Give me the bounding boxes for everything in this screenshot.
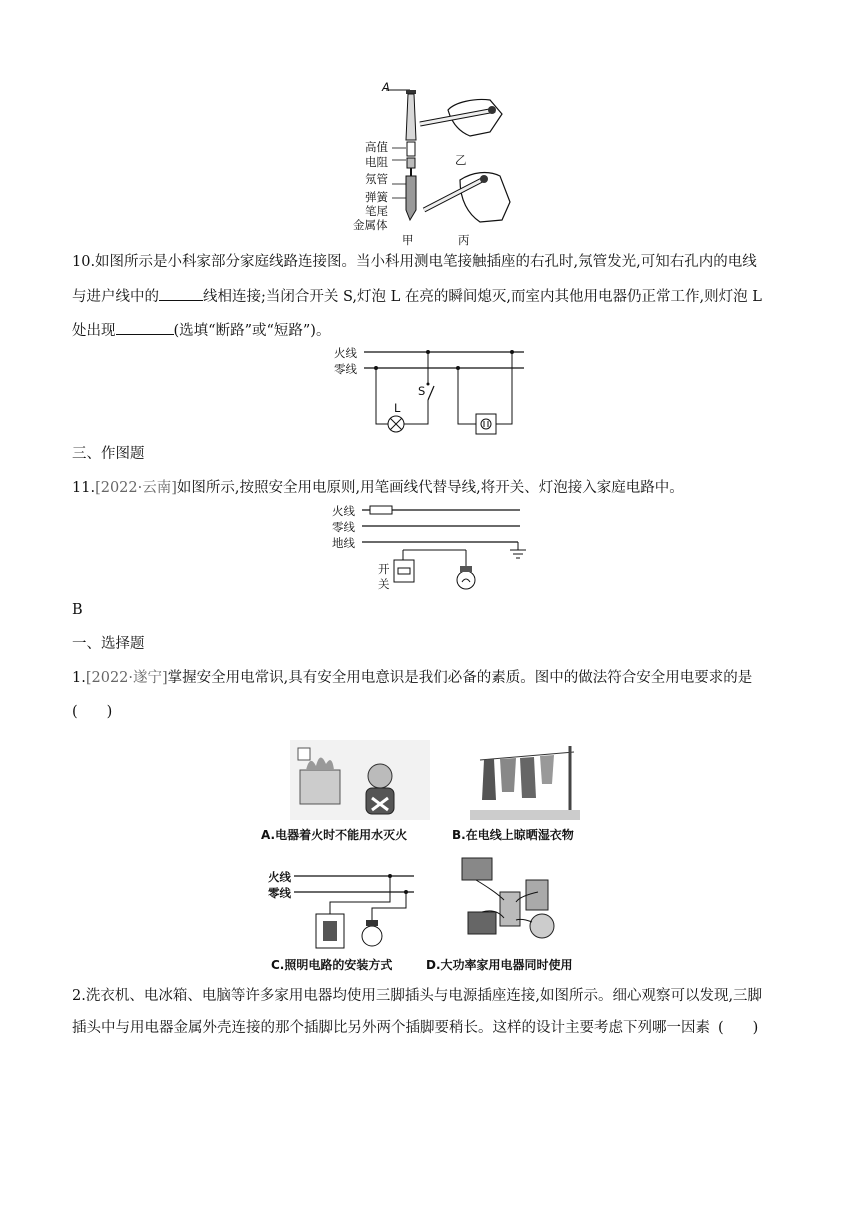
q10-line-2b: 线相连接;当闭合开关 S,灯泡 L 在亮的瞬间熄灭,而室内其他用电器仍正常工作,则灯泡 L <box>203 289 762 305</box>
q10-line-3a: 处出现 <box>72 323 116 339</box>
pen-resistor <box>407 142 415 156</box>
q2-line-2-text: 插头中与用电器金属外壳连接的那个插脚比另外两个插脚要稍长。这样的设计主要考虑下列哪一因素 <box>72 1020 710 1036</box>
q10-line-2 <box>72 286 762 307</box>
q1-option-b[interactable]: B.在电线上晾晒湿衣物 <box>452 828 574 842</box>
appliance-on-fire <box>300 770 340 804</box>
section-1-heading: 一、选择题 <box>72 636 145 652</box>
q1-stem <box>72 668 752 688</box>
caption-bing: 丙 <box>458 233 470 247</box>
q10-label-S: S <box>418 384 426 398</box>
pen-label-tail-1: 笔尾 <box>365 204 388 218</box>
pen-label-neon: 氖管 <box>365 172 388 186</box>
hanging-clothes <box>482 759 496 800</box>
q10-circuit-figure <box>334 340 534 440</box>
q1-option-a[interactable]: A.电器着火时不能用水灭火 <box>261 828 408 842</box>
c-bulb <box>362 926 382 946</box>
q11-stem <box>72 478 684 498</box>
pen-lower-body <box>406 176 416 220</box>
q1-option-a-illustration <box>290 740 430 820</box>
q1-text: 掌握安全用电常识,具有安全用电意识是我们必备的素质。图中的做法符合安全用电要求的是 <box>167 670 753 686</box>
q11-source: [2022·云南] <box>95 480 177 496</box>
pen-upper-body <box>406 94 416 140</box>
q1-c-label-live: 火线 <box>268 870 291 884</box>
wall-socket <box>298 748 310 760</box>
q11-prefix: 11. <box>72 480 96 496</box>
hand-yi <box>420 99 502 136</box>
q11-label-live: 火线 <box>332 504 355 518</box>
section-3-heading: 三、作图题 <box>72 446 145 462</box>
q10-line-1: 10.如图所示是小科家部分家庭线路连接图。当小科用测电笔接触插座的右孔时,氖管发光,可知右孔内的电线 <box>72 254 757 270</box>
pen-label-a: A <box>382 80 390 94</box>
q10-blank-2[interactable] <box>116 320 174 335</box>
q2-line-2 <box>72 1018 758 1038</box>
q11-label-switch-1: 开 <box>378 562 390 576</box>
caption-yi: 乙 <box>455 153 467 167</box>
q1-option-b-illustration <box>470 740 580 820</box>
q11-label-neutral: 零线 <box>332 520 355 534</box>
washing-machine <box>530 914 554 938</box>
pen-label-resistor-2: 电阻 <box>365 155 388 169</box>
q10-label-live: 火线 <box>334 346 357 360</box>
pen-label-resistor-1: 高值 <box>365 140 388 154</box>
q11-label-ground: 地线 <box>332 536 355 550</box>
q1-prefix: 1. <box>72 670 86 686</box>
q11-bulb <box>457 571 475 589</box>
power-strip <box>500 892 520 926</box>
q11-fuse <box>370 506 392 514</box>
q1-option-c[interactable]: C.照明电路的安装方式 <box>271 958 393 972</box>
q10-switch <box>428 386 434 400</box>
pen-label-spring: 弹簧 <box>365 190 388 204</box>
microwave <box>462 858 492 880</box>
q1-source: [2022·遂宁] <box>85 670 168 686</box>
q11-circuit-figure <box>330 500 540 596</box>
q1-option-d-illustration <box>456 852 568 948</box>
hand-bing <box>424 173 510 222</box>
pen-neon-tube <box>407 158 415 168</box>
q2-line-1: 2.洗衣机、电冰箱、电脑等许多家用电器均使用三脚插头与电源插座连接,如图所示。细心观察可以发现,三脚 <box>72 988 763 1004</box>
q11-label-switch-2: 关 <box>378 577 390 591</box>
refrigerator <box>526 880 548 910</box>
q10-label-L: L <box>394 401 401 415</box>
boy-head <box>368 764 392 788</box>
q10-socket <box>476 414 496 434</box>
q1-c-label-neutral: 零线 <box>268 886 291 900</box>
q10-blank-1[interactable] <box>159 286 203 301</box>
part-b-heading: B <box>72 602 83 618</box>
q1-answer-paren: ( ) <box>72 704 113 720</box>
q1-option-d[interactable]: D.大功率家用电器同时使用 <box>426 958 573 972</box>
q10-label-neutral: 零线 <box>334 362 357 376</box>
q10-line-3b: (选填“断路”或“短路”)。 <box>173 323 331 339</box>
q10-line-2a: 与进户线中的 <box>72 289 159 305</box>
tv <box>468 912 496 934</box>
q2-answer-paren: ( ) <box>718 1020 759 1036</box>
pen-tip <box>406 90 416 94</box>
q11-text: 如图所示,按照安全用电原则,用笔画线代替导线,将开关、灯泡接入家庭电路中。 <box>176 480 684 496</box>
caption-jia: 甲 <box>402 233 414 247</box>
q10-line-3 <box>72 320 330 341</box>
pen-label-tail-2: 金属体 <box>353 218 388 232</box>
